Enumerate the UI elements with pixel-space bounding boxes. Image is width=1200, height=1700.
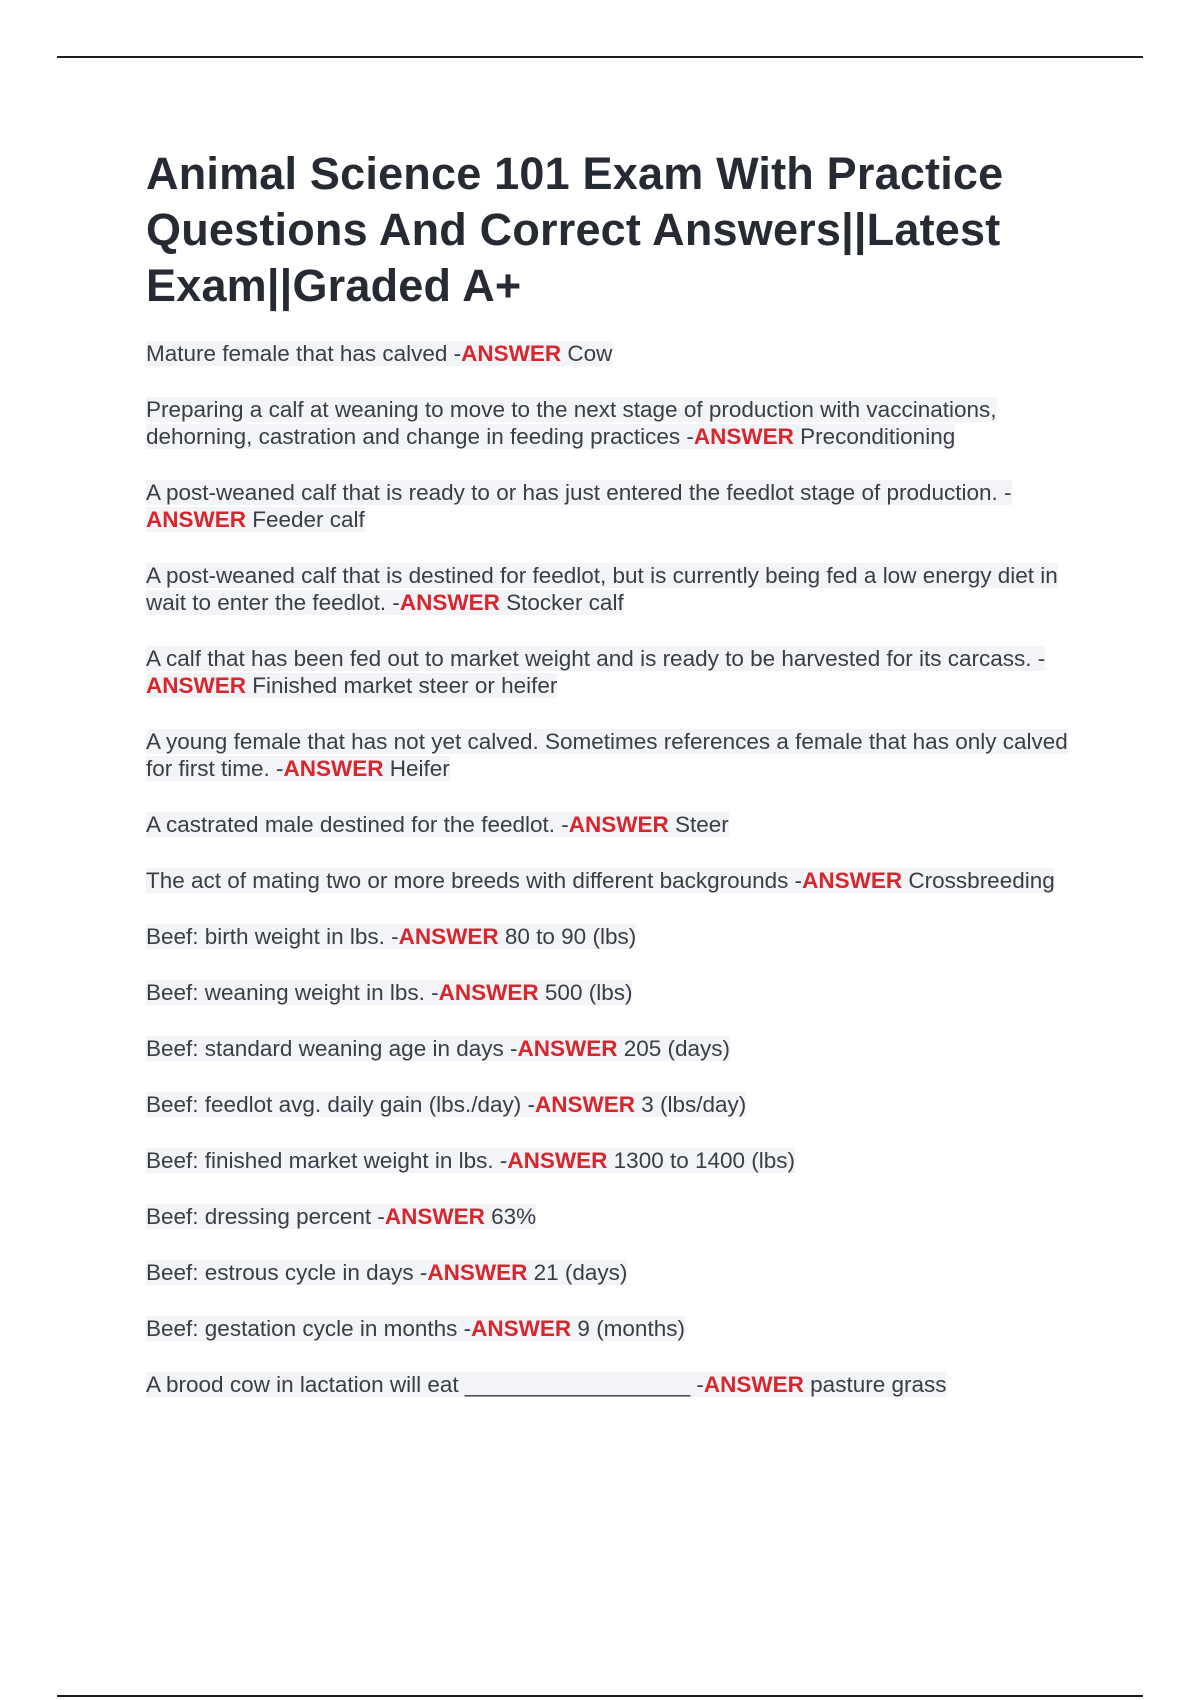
qa-item <box>146 1035 1086 1062</box>
qa-item <box>146 1259 1086 1286</box>
qa-line <box>146 729 1068 781</box>
qa-line <box>146 397 997 449</box>
qa-item <box>146 867 1086 894</box>
document-title: Animal Science 101 Exam With Practice Questions And Correct Answers||Latest Exam||Graded A+ <box>146 148 1004 311</box>
qa-item <box>146 979 1086 1006</box>
qa-item <box>146 645 1086 699</box>
answer-marker: ANSWER <box>568 812 669 837</box>
answer-text: Feeder calf <box>246 507 365 532</box>
question-text: A young female that has not yet calved. Sometimes references a female that has only calved for first time. - <box>146 729 1068 781</box>
qa-item <box>146 1315 1086 1342</box>
qa-line <box>146 1148 795 1173</box>
answer-marker: ANSWER <box>517 1036 618 1061</box>
document-body <box>146 146 1086 1427</box>
qa-line <box>146 1204 536 1229</box>
question-text: A post-weaned calf that is ready to or has just entered the feedlot stage of production. - <box>146 480 1012 505</box>
qa-line <box>146 1372 947 1397</box>
qa-item <box>146 728 1086 782</box>
question-text: A castrated male destined for the feedlot. - <box>146 812 569 837</box>
qa-item <box>146 340 1086 367</box>
qa-item <box>146 562 1086 616</box>
answer-text: 9 (months) <box>571 1316 685 1341</box>
qa-line <box>146 646 1045 698</box>
question-text: Mature female that has calved - <box>146 341 462 366</box>
answer-marker: ANSWER <box>146 673 246 698</box>
answer-text: Stocker calf <box>499 590 624 615</box>
top-divider <box>57 56 1143 58</box>
answer-text: 1300 to 1400 (lbs) <box>607 1148 796 1173</box>
answer-marker: ANSWER <box>398 924 499 949</box>
qa-list <box>146 340 1086 1398</box>
answer-text: Finished market steer or heifer <box>246 673 558 698</box>
answer-marker: ANSWER <box>399 590 500 615</box>
answer-text: 3 (lbs/day) <box>634 1092 747 1117</box>
question-text: A brood cow in lactation will eat __________________ - <box>146 1372 704 1397</box>
qa-line <box>146 1260 627 1285</box>
question-text: Beef: gestation cycle in months - <box>146 1316 472 1341</box>
question-text: A post-weaned calf that is destined for feedlot, but is currently being fed a low energy diet in wait to enter the feedlot. - <box>146 563 1058 615</box>
bottom-divider <box>57 1695 1143 1697</box>
answer-marker: ANSWER <box>146 507 246 532</box>
question-text: Beef: weaning weight in lbs. - <box>146 980 439 1005</box>
qa-line <box>146 1036 730 1061</box>
answer-text: 205 (days) <box>617 1036 731 1061</box>
question-text: Preparing a calf at weaning to move to the next stage of production with vaccinations, dehorning, castration and change in feeding practices - <box>146 397 997 449</box>
answer-text: Steer <box>668 812 729 837</box>
question-text: A calf that has been fed out to market weight and is ready to be harvested for its carcass. - <box>146 646 1046 671</box>
answer-marker: ANSWER <box>438 980 539 1005</box>
question-text: Beef: estrous cycle in days - <box>146 1260 428 1285</box>
answer-marker: ANSWER <box>471 1316 572 1341</box>
answer-text: Heifer <box>383 756 450 781</box>
qa-line <box>146 341 612 366</box>
qa-line <box>146 924 636 949</box>
qa-line <box>146 868 1055 893</box>
answer-text: 21 (days) <box>527 1260 628 1285</box>
answer-text: 500 (lbs) <box>538 980 633 1005</box>
answer-marker: ANSWER <box>507 1148 608 1173</box>
qa-item <box>146 811 1086 838</box>
qa-item <box>146 1147 1086 1174</box>
qa-item <box>146 1371 1086 1398</box>
qa-line <box>146 563 1058 615</box>
qa-item <box>146 1203 1086 1230</box>
qa-line <box>146 980 632 1005</box>
answer-text: Cow <box>561 341 613 366</box>
answer-marker: ANSWER <box>427 1260 528 1285</box>
answer-marker: ANSWER <box>534 1092 635 1117</box>
answer-marker: ANSWER <box>693 424 794 449</box>
qa-item <box>146 479 1086 533</box>
qa-line <box>146 480 1012 532</box>
answer-text: pasture grass <box>803 1372 947 1397</box>
qa-item <box>146 396 1086 450</box>
answer-text: Crossbreeding <box>902 868 1055 893</box>
answer-marker: ANSWER <box>703 1372 804 1397</box>
answer-marker: ANSWER <box>802 868 903 893</box>
question-text: Beef: dressing percent - <box>146 1204 385 1229</box>
question-text: Beef: feedlot avg. daily gain (lbs./day) - <box>146 1092 535 1117</box>
question-text: Beef: standard weaning age in days - <box>146 1036 518 1061</box>
question-text: The act of mating two or more breeds with different backgrounds - <box>146 868 803 893</box>
answer-marker: ANSWER <box>283 756 384 781</box>
answer-marker: ANSWER <box>384 1204 485 1229</box>
qa-item <box>146 923 1086 950</box>
answer-text: Preconditioning <box>793 424 956 449</box>
answer-text: 63% <box>484 1204 537 1229</box>
qa-item <box>146 1091 1086 1118</box>
answer-marker: ANSWER <box>461 341 562 366</box>
qa-line <box>146 812 729 837</box>
question-text: Beef: finished market weight in lbs. - <box>146 1148 508 1173</box>
qa-line <box>146 1316 685 1341</box>
answer-text: 80 to 90 (lbs) <box>498 924 637 949</box>
question-text: Beef: birth weight in lbs. - <box>146 924 399 949</box>
qa-line <box>146 1092 746 1117</box>
